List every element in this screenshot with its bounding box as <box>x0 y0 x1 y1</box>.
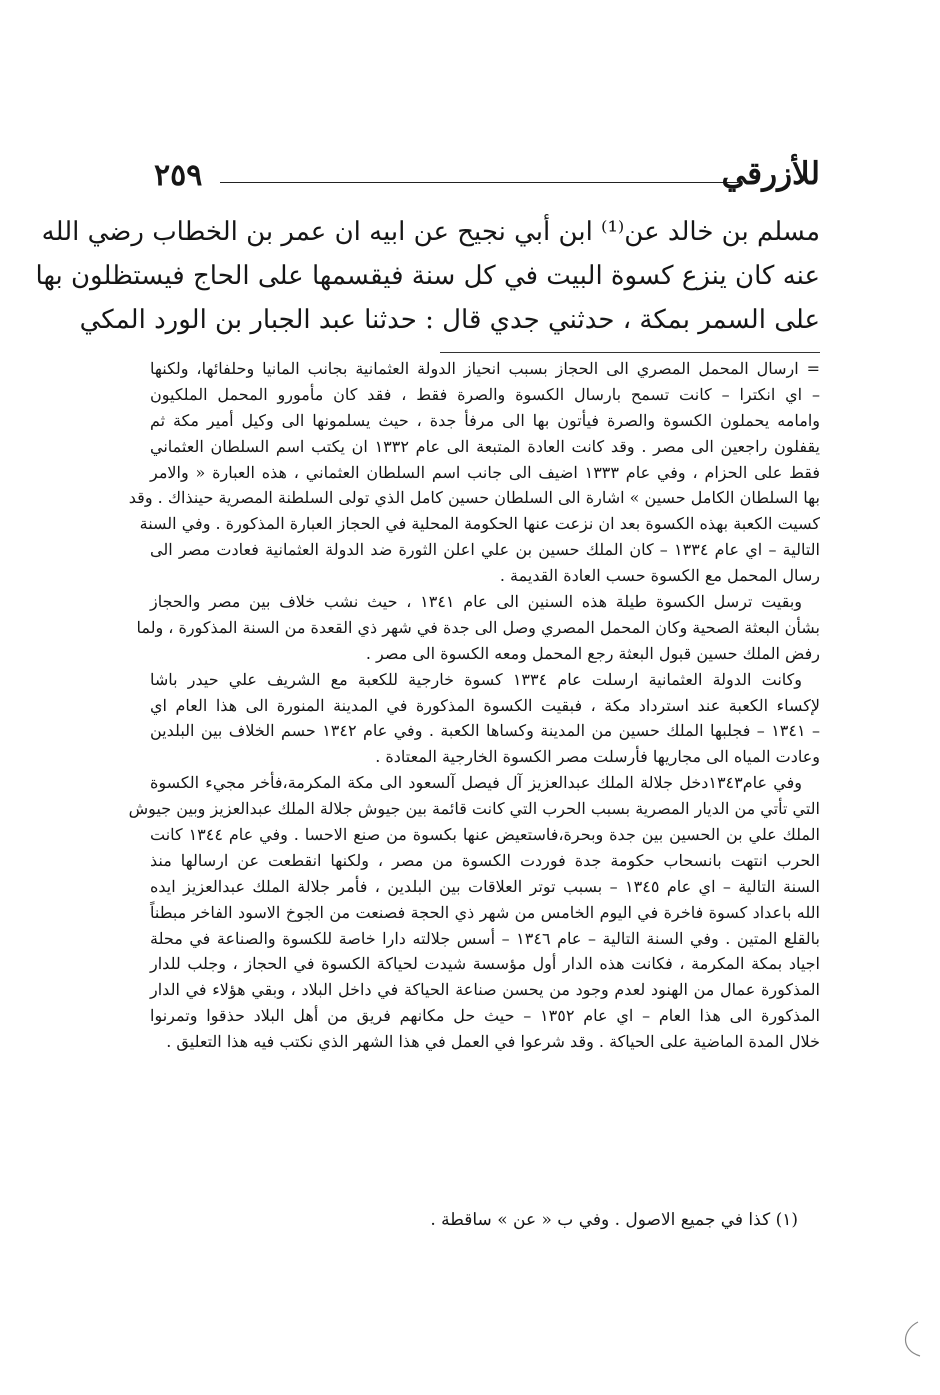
main-text-line: على السمر بمكة ، حدثني جدي قال : حدثنا عبد الجبار بن الورد المكي <box>79 305 820 335</box>
note-line: يقفلون راجعين الى مصر . وقد كانت العادة المتبعة الى عام ١٣٣٢ ان يكتب اسم السلطان العثماني <box>150 436 821 456</box>
note-line: بها السلطان الكامل حسين » اشارة الى السلطان حسين كامل الذي تولى السلطنة المصرية حينذاك . وقد <box>128 488 820 508</box>
note-line: المذكورة الى هذا العام – اي عام ١٣٥٢ – حيث حل مكانهم فريق من أهل البلاد حذقوا وتمرنوا <box>150 1006 820 1026</box>
page-corner-mark <box>898 1320 924 1360</box>
note-line: السنة التالية – اي عام ١٣٤٥ – بسبب توتر العلاقات بين البلدين ، فأمر جلالة الملك عبدالعزيز ايده <box>150 876 820 896</box>
note-line: رسال المحمل مع الكسوة حسب العادة القديمة . <box>499 566 820 586</box>
note-line: رفض الملك حسين قبول البعثة رجع المحمل ومعه الكسوة الى مصر . <box>365 643 820 663</box>
note-line: لإكساء الكعبة عند استرداد مكة ، فبقيت الكسوة المذكورة في المدينة المنورة الى هذا العام اي <box>150 695 820 715</box>
note-line: = ارسال المحمل المصري الى الحجاز بسبب انحياز الدولة العثمانية بجانب المانيا وحلفائها، ولكنها <box>150 359 820 378</box>
main-text <box>35 210 820 342</box>
note-line: الملك علي بن الحسين بين جدة وبحرة،فاستعيض عنها بكسوة من صنع الاحسا . وفي عام ١٣٤٤ كانت <box>150 825 820 845</box>
note-line: المذكورة عمال من الهنود لعدم وجود من يحسن صناعة الحياكة في داخل البلاد ، وبقي هؤلاء في الدار <box>150 980 820 1000</box>
main-text-line: عنه كان ينزع كسوة البيت في كل سنة فيقسمها على الحاج فيستظلون بها <box>35 261 820 291</box>
header-rule <box>220 182 738 183</box>
note-line: اجياد بمكة المكرمة ، فكانت هذه الدار أول مؤسسة شيدت لحياكة الكسوة في الحجاز ، وجلب للدار <box>150 954 820 974</box>
editor-notes <box>128 356 821 1055</box>
page-header <box>150 156 820 200</box>
note-line: فقط على الحزام ، وفي عام ١٣٣٣ اضيف الى جانب اسم السلطان العثماني ، هذه العبارة « والامر <box>150 462 821 482</box>
notes-separator <box>440 352 820 353</box>
footnote: (١) كذا في جميع الاصول . وفي ب « عن » ساقطة . <box>430 1210 798 1230</box>
note-line: الحرب انتهت بانسحاب حكومة جدة فوردت الكسوة من مصر ، ولكنها انقطعت عن ارسالها منذ <box>150 850 820 870</box>
note-line: وبقيت ترسل الكسوة طيلة هذه السنين الى عام ١٣٤١ ، حيث نشب خلاف بين مصر والحجاز <box>150 592 803 612</box>
note-line: التالية – اي عام ١٣٣٤ – كان الملك حسين بن علي اعلن الثورة ضد الدولة العثمانية فعادت مصر الى <box>150 540 820 560</box>
note-line: وامامه يحملون الكسوة والصرة فيأتون بها الى مرفأ جدة ، حيث يسلمونها الى وكيل أمير مكة ثم <box>150 410 820 430</box>
running-title: للأزرقي <box>721 156 820 192</box>
note-line: – ١٣٤١ – فجلبها الملك حسين من المدينة وكساها الكعبة . وفي عام ١٣٤٢ حسم الخلاف بين البلدين <box>150 721 820 741</box>
note-line: كسيت الكعبة بهذه الكسوة بعد ان نزعت عنها الحكومة المحلية في الحجاز العبارة المذكورة . وفي السنة <box>139 514 820 534</box>
note-line: بالقلع المتين . وفي السنة التالية – عام ١٣٤٦ – أسس جلالته دارا خاصة للكسوة والصناعة في محلة <box>150 928 820 948</box>
note-line: – اي انكترا – كانت تسمح بارسال الكسوة والصرة فقط ، فقد كان مأمورو المحمل الملكيون <box>150 384 820 404</box>
note-line: وعادت المياه الى مجاريها فأرسلت مصر الكسوة الخارجية المعتادة . <box>375 747 820 767</box>
note-line: وفي عام١٣٤٣دخل جلالة الملك عبدالعزيز آل فيصل آلسعود الى مكة المكرمة،فأخر مجيء الكسوة <box>150 773 803 793</box>
note-line: بشأن البعثة الصحية وكان المحمل المصري وصل الى جدة في شهر ذي القعدة من السنة المذكورة ، ولما <box>136 617 820 637</box>
note-line: وكانت الدولة العثمانية ارسلت عام ١٣٣٤ كسوة خارجية للكعبة مع الشريف علي حيدر باشا <box>150 669 802 689</box>
main-text-line: مسلم بن خالد عن⁽¹⁾ ابن أبي نجيح عن ابيه ان عمر بن الخطاب رضي الله <box>41 217 820 247</box>
note-line: خلال المدة الماضية على الحياكة . وقد شرعوا في العمل في هذا الشهر الذي نكتب فيه هذا التعليق . <box>166 1032 820 1052</box>
page-number: ٢٥٩ <box>154 158 203 193</box>
note-line: التي تأتي من الديار المصرية بسبب الحرب التي كانت قائمة بين جيوش جلالة الملك عبدالعزيز وبين جيوش <box>128 799 820 819</box>
note-line: الله باعداد كسوة فاخرة في اليوم الخامس من شهر ذي الحجة فصنعت من الجوخ الاسود الفاخر مبطناً <box>150 902 820 922</box>
